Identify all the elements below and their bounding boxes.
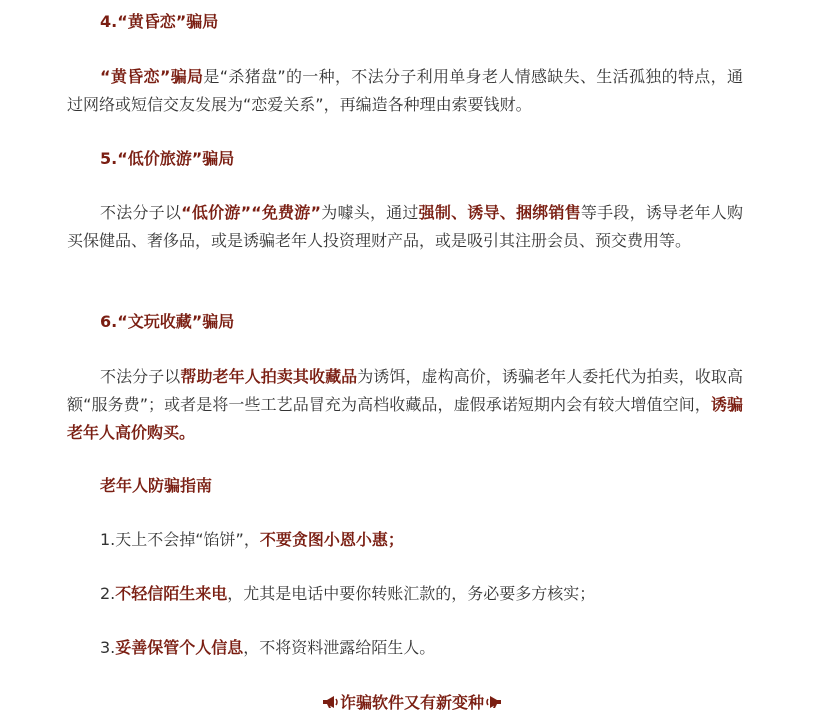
emphasis-text: 强制、诱导、捆绑销售 [418,203,581,222]
guide-heading: 老年人防骗指南 [100,476,213,495]
guide-tip-3 [100,634,776,662]
section-paragraph-6 [67,363,743,447]
body-text: 2. [100,584,116,603]
body-text: 不法分子以 [100,367,181,386]
section-paragraph-5 [67,199,743,255]
body-text: 为噱头，通过 [321,203,419,222]
guide-tip-2 [100,580,776,608]
emphasis-text: 不要贪图小恩小惠； [259,530,404,549]
section-heading-4: 4.“黄昏恋”骗局 [100,12,219,31]
body-text: 是“杀猪盘”的一种，不法分子利用单身老人情感缺失、生活孤独的特点，通过网络或短信交友发展为“恋爱关系”，再编造各种理由索要钱财。 [67,67,743,114]
megaphone-icon [484,690,502,704]
section-heading-5: 5.“低价旅游”骗局 [100,149,235,168]
emphasis-text: 诱骗老年人高价购买。 [67,395,743,442]
body-text: ，不将资料泄露给陌生人。 [243,638,436,657]
emphasis-text: “低价游”“免费游” [181,203,322,222]
footer-title [0,689,824,717]
emphasis-text: 妥善保管个人信息 [115,638,244,657]
section-heading-6: 6.“文玩收藏”骗局 [100,312,235,331]
body-text: 1.天上不会掉“馅饼”， [100,530,260,549]
body-text: 3. [100,638,116,657]
body-text: 为诱饵，虚构高价，诱骗老年人委托代为拍卖，收取高额“服务费”；或者是将一些工艺品冒充为高档收藏品，虚假承诺短期内会有较大增值空间， [67,367,743,414]
emphasis-text: 帮助老年人拍卖其收藏品 [180,367,358,386]
body-text: ，尤其是电话中要你转账汇款的，务必要多方核实； [227,584,596,603]
emphasis-text: “黄昏恋”骗局 [100,67,204,86]
section-paragraph-4 [67,63,743,119]
guide-tip-1 [100,526,776,554]
body-text: 不法分子以 [100,203,182,222]
footer-title-text: 诈骗软件又有新变种 [339,693,484,712]
body-text: 等手段，诱导老年人购买保健品、奢侈品，或是诱骗老年人投资理财产品，或是吸引其注册会员、预交费用等。 [67,203,743,250]
megaphone-icon [322,690,340,704]
emphasis-text: 不轻信陌生来电 [115,584,228,603]
